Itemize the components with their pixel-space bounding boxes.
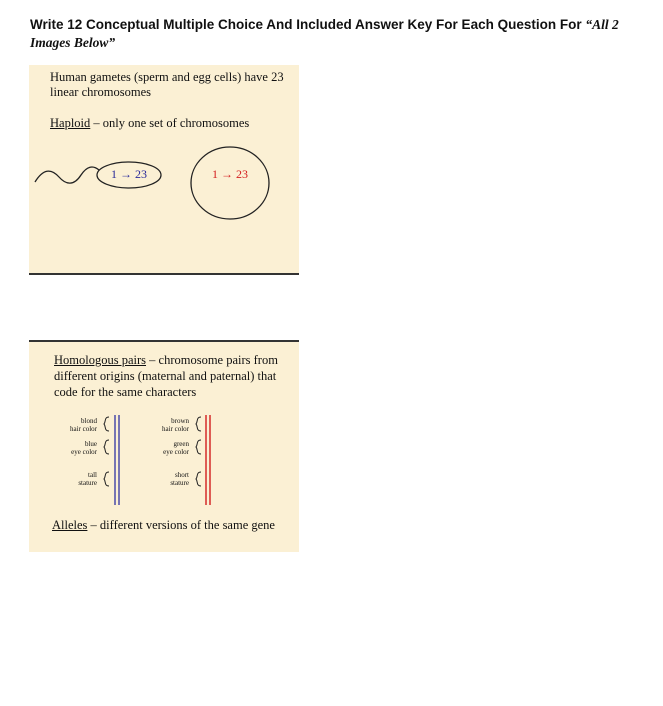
gametes-line-2: linear chromosomes <box>50 85 152 99</box>
left-trait-eye: blue eye color <box>71 440 97 456</box>
haploid-term: Haploid <box>50 116 91 130</box>
right-trait-hair: brown hair color <box>161 417 189 433</box>
slide-haploid <box>29 65 299 275</box>
brace-left-stature <box>104 472 109 486</box>
egg-cell <box>191 147 269 219</box>
egg-label: 1 → 23 <box>212 167 248 181</box>
sperm-label: 1 → 23 <box>111 167 147 181</box>
left-trait-hair: blond hair color <box>69 417 97 433</box>
slide-homologous <box>29 340 299 552</box>
gamete-diagram <box>29 65 299 273</box>
brace-right-eye <box>196 440 201 454</box>
homologous-line-2: different origins (maternal and paternal) that <box>54 369 277 383</box>
heading-text: Write 12 Conceptual Multiple Choice And Included Answer Key For Each Question For <box>30 17 586 32</box>
alleles-definition <box>52 518 275 533</box>
brace-left-eye <box>104 440 109 454</box>
right-trait-eye: green eye color <box>163 440 189 456</box>
alleles-term: Alleles <box>52 518 88 532</box>
alleles-desc: – different versions of the same gene <box>87 518 275 532</box>
homologous-line-3: code for the same characters <box>54 385 197 399</box>
heading-quote: “All 2 Images Below” <box>30 17 619 50</box>
homologous-term: Homologous pairs <box>54 353 147 367</box>
brace-right-stature <box>196 472 201 486</box>
left-trait-stature: tall stature <box>78 471 97 487</box>
sperm-tail <box>35 167 99 183</box>
haploid-desc: – only one set of chromosomes <box>90 116 250 130</box>
brace-right-hair <box>196 417 201 431</box>
gametes-line-1: Human gametes (sperm and egg cells) have 23 <box>50 70 284 84</box>
right-trait-stature: short stature <box>170 471 189 487</box>
brace-left-hair <box>104 417 109 431</box>
homologous-desc-1: – chromosome pairs from <box>146 353 278 367</box>
question-heading <box>30 16 640 52</box>
